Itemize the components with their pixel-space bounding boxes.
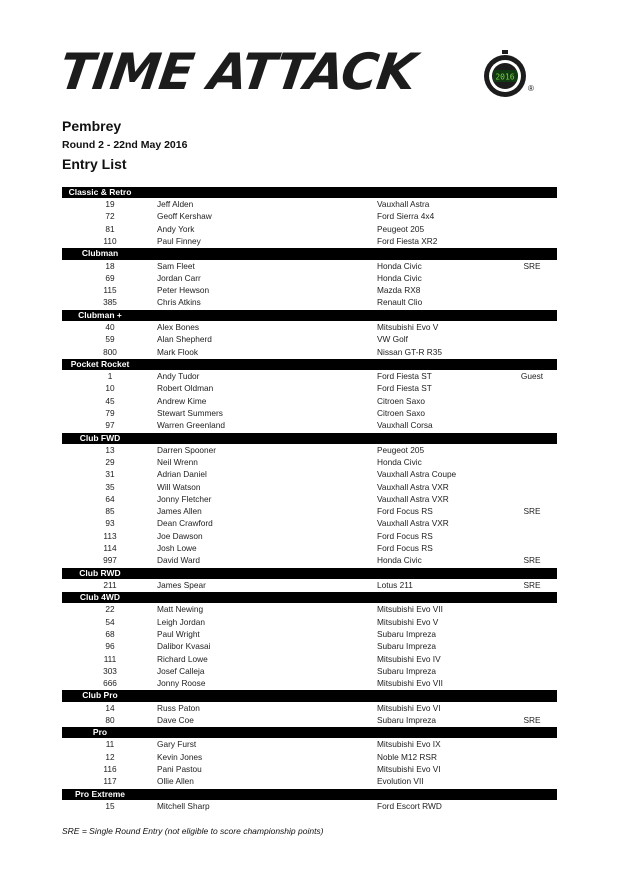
car-number: 68 bbox=[105, 628, 115, 639]
car-number: 69 bbox=[105, 272, 115, 283]
driver-name: Paul Wright bbox=[157, 628, 200, 639]
car-number: 79 bbox=[105, 407, 115, 418]
entry-row bbox=[62, 677, 557, 689]
class-header bbox=[62, 727, 557, 738]
driver-name: Ollie Allen bbox=[157, 776, 194, 787]
entry-row bbox=[62, 223, 557, 235]
car-number: 96 bbox=[105, 641, 115, 652]
car-model: Vauxhall Corsa bbox=[377, 420, 433, 431]
car-model: Honda Civic bbox=[377, 555, 422, 566]
entry-row bbox=[62, 517, 557, 529]
round-date: Round 2 - 22nd May 2016 bbox=[62, 139, 188, 151]
driver-name: Chris Atkins bbox=[157, 297, 201, 308]
time-attack-logo bbox=[55, 43, 534, 101]
driver-name: Paul Finney bbox=[157, 236, 201, 247]
class-name: Clubman bbox=[81, 248, 119, 259]
driver-name: Geoff Kershaw bbox=[157, 211, 212, 222]
entry-row bbox=[62, 616, 557, 628]
entry-row bbox=[62, 530, 557, 542]
car-model: Peugeot 205 bbox=[377, 223, 425, 234]
car-model: Ford Focus RS bbox=[377, 506, 433, 517]
car-number: 115 bbox=[103, 285, 117, 296]
entry-row bbox=[62, 370, 557, 382]
car-model: VW Golf bbox=[377, 334, 408, 345]
entry-row bbox=[62, 640, 557, 652]
car-number: 64 bbox=[105, 493, 115, 504]
entry-row bbox=[62, 665, 557, 677]
class-header bbox=[62, 433, 557, 444]
car-number: 59 bbox=[105, 334, 115, 345]
entry-row bbox=[62, 542, 557, 554]
car-number: 18 bbox=[105, 260, 115, 271]
class-name: Club 4WD bbox=[79, 592, 121, 603]
car-model: Mitsubishi Evo IV bbox=[377, 653, 441, 664]
car-model: Ford Fiesta XR2 bbox=[377, 236, 438, 247]
driver-name: Robert Oldman bbox=[157, 383, 214, 394]
car-model: Honda Civic bbox=[377, 260, 422, 271]
class-header bbox=[62, 187, 557, 198]
driver-name: James Spear bbox=[157, 579, 206, 590]
entry-row bbox=[62, 444, 557, 456]
car-number: 13 bbox=[105, 444, 115, 455]
entry-row bbox=[62, 579, 557, 591]
driver-name: Neil Wrenn bbox=[157, 456, 198, 467]
entry-note: SRE bbox=[523, 506, 541, 517]
driver-name: Jeff Alden bbox=[157, 199, 194, 210]
class-header bbox=[62, 568, 557, 579]
entry-row bbox=[62, 763, 557, 775]
entry-row bbox=[62, 714, 557, 726]
driver-name: Dean Crawford bbox=[157, 518, 213, 529]
car-model: Evolution VII bbox=[377, 776, 424, 787]
car-number: 117 bbox=[103, 776, 117, 787]
car-number: 31 bbox=[105, 469, 115, 480]
class-name: Pro Extreme bbox=[74, 788, 126, 799]
car-model: Mitsubishi Evo VI bbox=[377, 763, 441, 774]
car-number: 113 bbox=[103, 530, 117, 541]
car-number: 29 bbox=[105, 456, 115, 467]
car-number: 12 bbox=[105, 751, 115, 762]
driver-name: Josh Lowe bbox=[157, 543, 197, 554]
car-model: Honda Civic bbox=[377, 272, 422, 283]
driver-name: Jonny Fletcher bbox=[157, 493, 212, 504]
car-number: 11 bbox=[105, 739, 115, 750]
entry-row bbox=[62, 628, 557, 640]
driver-name: Adrian Daniel bbox=[157, 469, 207, 480]
class-header bbox=[62, 359, 557, 370]
entry-row bbox=[62, 603, 557, 615]
car-number: 800 bbox=[103, 346, 117, 357]
driver-name: Leigh Jordan bbox=[157, 616, 205, 627]
driver-name: Alex Bones bbox=[157, 321, 199, 332]
class-name: Club RWD bbox=[79, 567, 121, 578]
car-model: Mitsubishi Evo VII bbox=[377, 678, 443, 689]
entry-row bbox=[62, 751, 557, 763]
car-model: Mitsubishi Evo VI bbox=[377, 702, 441, 713]
driver-name: Gary Furst bbox=[157, 739, 197, 750]
car-model: Citroen Saxo bbox=[377, 407, 425, 418]
driver-name: Alan Shepherd bbox=[157, 334, 212, 345]
stopwatch-icon bbox=[478, 50, 532, 98]
class-name: Club Pro bbox=[82, 690, 118, 701]
car-number: 40 bbox=[105, 321, 115, 332]
entry-row bbox=[62, 321, 557, 333]
driver-name: Russ Paton bbox=[157, 702, 200, 713]
car-number: 10 bbox=[105, 383, 115, 394]
car-model: Subaru Impreza bbox=[377, 641, 437, 652]
car-model: Ford Focus RS bbox=[377, 530, 433, 541]
entry-row bbox=[62, 738, 557, 750]
car-number: 19 bbox=[105, 199, 115, 210]
car-model: Peugeot 205 bbox=[377, 444, 425, 455]
driver-name: Mark Flook bbox=[157, 346, 199, 357]
car-number: 93 bbox=[105, 518, 115, 529]
car-model: Mitsubishi Evo V bbox=[377, 321, 439, 332]
entry-row bbox=[62, 395, 557, 407]
entry-row bbox=[62, 505, 557, 517]
sre-footnote: SRE = Single Round Entry (not eligible to score championship points) bbox=[62, 826, 324, 836]
car-model: Subaru Impreza bbox=[377, 714, 437, 725]
entry-row bbox=[62, 468, 557, 480]
car-number: 15 bbox=[105, 800, 115, 811]
driver-name: James Allen bbox=[157, 506, 202, 517]
class-name: Pocket Rocket bbox=[70, 358, 130, 369]
car-model: Vauxhall Astra VXR bbox=[377, 493, 449, 504]
entry-row bbox=[62, 333, 557, 345]
class-name: Club FWD bbox=[79, 432, 121, 443]
watch-display: 2016 bbox=[495, 72, 515, 82]
car-model: Vauxhall Astra bbox=[377, 199, 430, 210]
driver-name: Sam Fleet bbox=[157, 260, 195, 271]
driver-name: David Ward bbox=[157, 555, 201, 566]
car-number: 81 bbox=[105, 223, 115, 234]
class-header bbox=[62, 310, 557, 321]
car-model: Nissan GT-R R35 bbox=[377, 346, 443, 357]
class-name: Classic & Retro bbox=[68, 187, 132, 197]
class-header bbox=[62, 592, 557, 603]
car-model: Subaru Impreza bbox=[377, 665, 437, 676]
venue-title: Pembrey bbox=[62, 118, 122, 134]
driver-name: Peter Hewson bbox=[157, 285, 210, 296]
entry-note: Guest bbox=[520, 371, 544, 382]
entry-note: SRE bbox=[523, 579, 541, 590]
entry-list-table bbox=[62, 186, 557, 812]
entry-row bbox=[62, 235, 557, 247]
car-number: 1 bbox=[107, 371, 113, 382]
class-header bbox=[62, 690, 557, 701]
class-name: Pro bbox=[92, 727, 108, 738]
car-model: Mitsubishi Evo V bbox=[377, 616, 439, 627]
driver-name: Dave Coe bbox=[157, 714, 194, 725]
driver-name: Kevin Jones bbox=[157, 751, 203, 762]
entry-row bbox=[62, 419, 557, 431]
entry-row bbox=[62, 198, 557, 210]
driver-name: Warren Greenland bbox=[157, 420, 225, 431]
entry-row bbox=[62, 382, 557, 394]
car-model: Vauxhall Astra Coupe bbox=[377, 469, 457, 480]
car-number: 72 bbox=[105, 211, 115, 222]
driver-name: Dalibor Kvasai bbox=[157, 641, 211, 652]
car-number: 85 bbox=[105, 506, 115, 517]
car-number: 303 bbox=[103, 665, 117, 676]
car-number: 666 bbox=[103, 678, 117, 689]
car-model: Lotus 211 bbox=[377, 579, 413, 590]
car-number: 116 bbox=[103, 763, 117, 774]
entry-note: SRE bbox=[523, 714, 541, 725]
car-number: 110 bbox=[103, 236, 117, 247]
entry-row bbox=[62, 554, 557, 566]
car-model: Subaru Impreza bbox=[377, 628, 437, 639]
driver-name: Jonny Roose bbox=[157, 678, 206, 689]
class-name: Clubman + bbox=[78, 309, 122, 320]
car-number: 22 bbox=[105, 604, 115, 615]
car-number: 997 bbox=[103, 555, 117, 566]
car-number: 114 bbox=[103, 543, 117, 554]
car-model: Vauxhall Astra VXR bbox=[377, 481, 449, 492]
car-model: Citroen Saxo bbox=[377, 395, 425, 406]
driver-name: Andrew Kime bbox=[157, 395, 207, 406]
car-number: 80 bbox=[105, 714, 115, 725]
entry-row bbox=[62, 407, 557, 419]
class-header bbox=[62, 789, 557, 800]
entry-row bbox=[62, 296, 557, 308]
car-number: 111 bbox=[103, 653, 117, 664]
entry-row bbox=[62, 456, 557, 468]
car-number: 211 bbox=[103, 579, 117, 590]
car-number: 14 bbox=[105, 702, 115, 713]
entry-row bbox=[62, 493, 557, 505]
driver-name: Darren Spooner bbox=[157, 444, 217, 455]
driver-name: Jordan Carr bbox=[157, 272, 201, 283]
car-model: Noble M12 RSR bbox=[377, 751, 437, 762]
car-model: Mazda RX8 bbox=[377, 285, 421, 296]
entry-list-heading: Entry List bbox=[62, 156, 127, 172]
car-model: Mitsubishi Evo IX bbox=[377, 739, 441, 750]
car-model: Ford Fiesta ST bbox=[377, 371, 432, 382]
entry-row bbox=[62, 284, 557, 296]
entry-note: SRE bbox=[523, 260, 541, 271]
car-model: Honda Civic bbox=[377, 456, 422, 467]
car-number: 97 bbox=[105, 420, 115, 431]
entry-row bbox=[62, 481, 557, 493]
car-model: Vauxhall Astra VXR bbox=[377, 518, 449, 529]
entry-row bbox=[62, 346, 557, 358]
entry-row bbox=[62, 775, 557, 787]
driver-name: Andy York bbox=[157, 223, 195, 234]
driver-name: Joe Dawson bbox=[157, 530, 203, 541]
entry-row bbox=[62, 702, 557, 714]
car-number: 54 bbox=[105, 616, 115, 627]
car-model: Ford Escort RWD bbox=[377, 800, 442, 811]
car-number: 35 bbox=[105, 481, 115, 492]
car-number: 45 bbox=[105, 395, 115, 406]
car-model: Renault Clio bbox=[377, 297, 423, 308]
car-number: 385 bbox=[103, 297, 117, 308]
car-model: Ford Fiesta ST bbox=[377, 383, 432, 394]
driver-name: Richard Lowe bbox=[157, 653, 208, 664]
driver-name: Josef Calleja bbox=[157, 665, 205, 676]
car-model: Mitsubishi Evo VII bbox=[377, 604, 443, 615]
car-model: Ford Sierra 4x4 bbox=[377, 211, 435, 222]
entry-row bbox=[62, 272, 557, 284]
driver-name: Andy Tudor bbox=[157, 371, 200, 382]
driver-name: Pani Pastou bbox=[157, 763, 202, 774]
registered-mark: ® bbox=[528, 84, 534, 93]
entry-row bbox=[62, 800, 557, 812]
driver-name: Stewart Summers bbox=[157, 407, 223, 418]
logo-wordmark: TIME ATTACK bbox=[55, 43, 420, 101]
class-header bbox=[62, 248, 557, 259]
entry-note: SRE bbox=[523, 555, 541, 566]
driver-name: Will Watson bbox=[157, 481, 201, 492]
entry-row bbox=[62, 260, 557, 272]
entry-row bbox=[62, 653, 557, 665]
car-model: Ford Focus RS bbox=[377, 543, 433, 554]
entry-row bbox=[62, 210, 557, 222]
driver-name: Matt Newing bbox=[157, 604, 204, 615]
driver-name: Mitchell Sharp bbox=[157, 800, 210, 811]
